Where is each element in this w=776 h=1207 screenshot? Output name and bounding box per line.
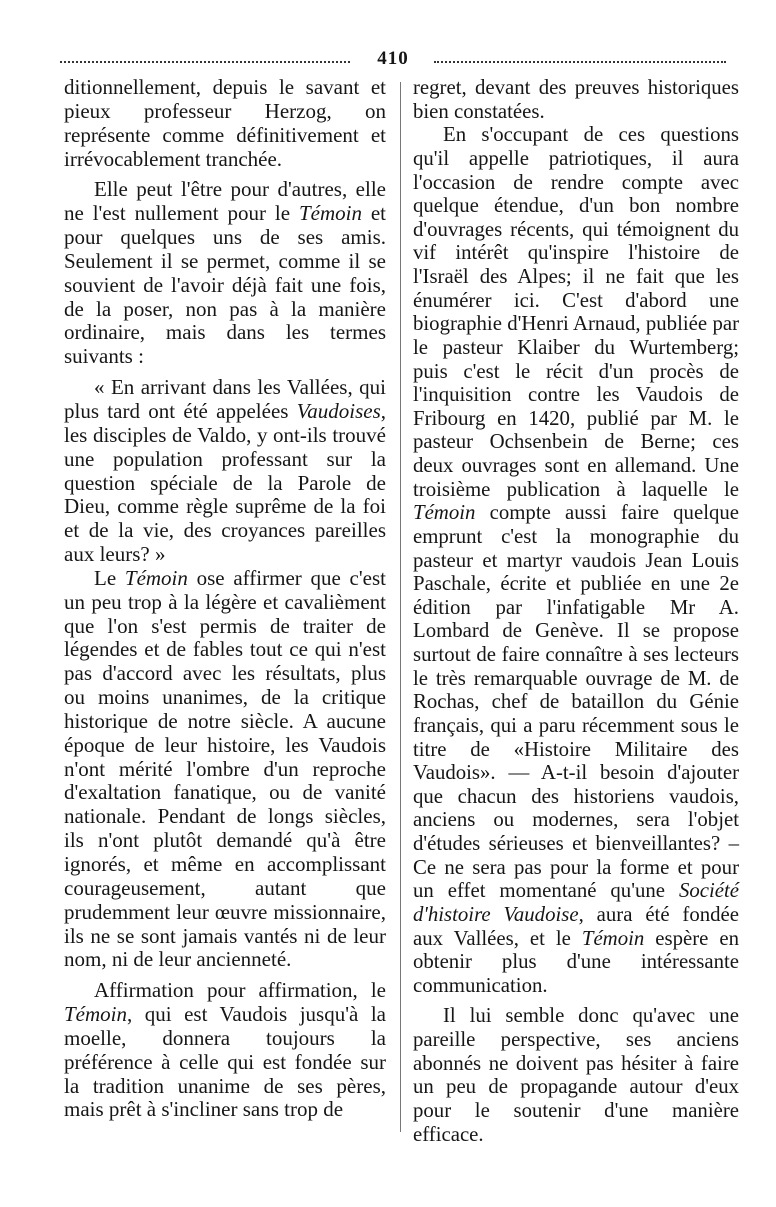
paragraph — [413, 1004, 739, 1146]
italic-title: Témoin — [124, 565, 188, 590]
paragraph-text: regret, devant des preuves historiques bien constatées. — [413, 76, 739, 123]
paragraph — [413, 76, 739, 123]
paragraph — [64, 76, 386, 171]
paragraph — [413, 123, 739, 997]
italic-title: Témoin — [298, 201, 362, 226]
page-header — [60, 46, 726, 72]
page-number: 410 — [377, 48, 409, 69]
paragraph-text: « En arrivant dans les Vallées, qui plus tard ont été appelées — [64, 375, 386, 423]
italic-title: Témoin — [413, 501, 476, 525]
italic-title: Témoin — [581, 926, 645, 950]
paragraph-text: , les disciples de Valdo, y ont-ils trouvé une population professant sur la question spéciale de la Parole de Dieu, comme règle suprême de la foi et de la vie, des croyances pareilles aux leurs? » — [64, 398, 386, 567]
paragraph-text: ditionnellement, depuis le savant et pieux professeur Herzog, on représente comme définitivement et irrévocablement tranchée. — [64, 75, 386, 171]
header-rule-right — [434, 61, 726, 63]
paragraph-text: Affirmation pour affirmation, le — [94, 978, 386, 1003]
italic-title: Témoin — [64, 1002, 127, 1027]
paragraph-text: espère en obtenir plus d'une intéressante communication. — [413, 926, 739, 997]
right-column — [413, 76, 739, 1146]
paragraph-text: , qui est Vaudois jusqu'à la moelle, donnera toujours la préférence à celle qui est fondée sur la tradition unanime de ses pères, mais prêt à s'incliner sans trop de — [64, 1002, 386, 1122]
column-divider — [400, 82, 401, 1132]
paragraph-text: ose affirmer que c'est un peu trop à la légère et cavalièment que l'on s'est permis de traiter de légendes et de fables tout ce qui n'est pas d'accord avec les résultats, plus ou moins unanimes, de la critique historique de notre siècle. A aucune époque de leur histoire, les Vaudois n'ont mérité l'ombre d'un reproche d'exaltation fanatique, ou de vanité nationale. Pendant de longs siècles, ils n'ont plutôt demandé qu'à être ignorés, et même en accomplissant courageusement, autant que prudemment leur œuvre missionnaire, ils ne se sont jamais vantés ni de leur nom, ni de leur ancienneté. — [64, 565, 386, 972]
italic-title: Société d'histoire Vaudoise — [413, 879, 739, 926]
paragraph-text: , aura été fondée aux Vallées, et le — [413, 902, 740, 950]
paragraph-text: Elle peut l'être pour d'autres, elle ne l'est nullement pour le — [64, 177, 386, 226]
paragraph — [64, 178, 386, 369]
paragraph-text: En s'occupant de ces questions qu'il appelle patriotiques, il aura l'occasion de rendre compte avec quelque étendue, d'un bon nombre d'ouvrages récents, qui témoignent du vif intérêt qu'inspire l'histoire de l'Israël des Alpes; il ne fait que les énumérer ici. C'est d'abord une biographie d'Henri Arnaud, publiée par le pasteur Klaiber du Wurtemberg; puis c'est le récit d'un procès de l'inquisition contre les Vaudois de Fribourg en 1420, publié par M. le pasteur Ochsenbein de Berne; ces deux ouvrages sont en allemand. Une troisième publication à laquelle le — [413, 123, 739, 501]
italic-term: Vaudoises — [296, 398, 381, 423]
left-column — [64, 76, 386, 1122]
paragraph-text: Le — [94, 565, 125, 590]
paragraph — [64, 567, 386, 972]
paragraph-text: Il lui semble donc qu'avec une pareille perspective, ses anciens abonnés ne doivent pas hésiter à faire un peu de propagande autour d'eux pour le soutenir d'une manière efficace. — [413, 1004, 739, 1146]
paragraph-text: compte aussi faire quelque emprunt c'est la monographie du pasteur et martyr vaudois Jean Louis Paschale, écrite et publiée en une 2e édition par l'infatigable Mr A. Lombard de Genève. Il se propose surtout de faire connaître à ses lecteurs le très remarquable ouvrage de M. de Rochas, chef de bataillon du Génie français, qui a paru récemment sous le titre de «Histoire Militaire des Vaudois». — A-t-il besoin d'ajouter que chacun des historiens vaudois, anciens ou modernes, sera l'objet d'études sérieuses et bienveillantes? – Ce ne sera pas pour la forme et pour un effet momentané qu'une — [413, 501, 739, 903]
quotation — [64, 376, 386, 567]
paragraph-text: et pour quelques uns de ses amis. Seulement il se permet, comme il se souvient de l'avoir déjà fait une fois, de la poser, non pas à la manière ordinaire, mais dans les termes suivants : — [64, 201, 386, 369]
paragraph — [64, 979, 386, 1122]
